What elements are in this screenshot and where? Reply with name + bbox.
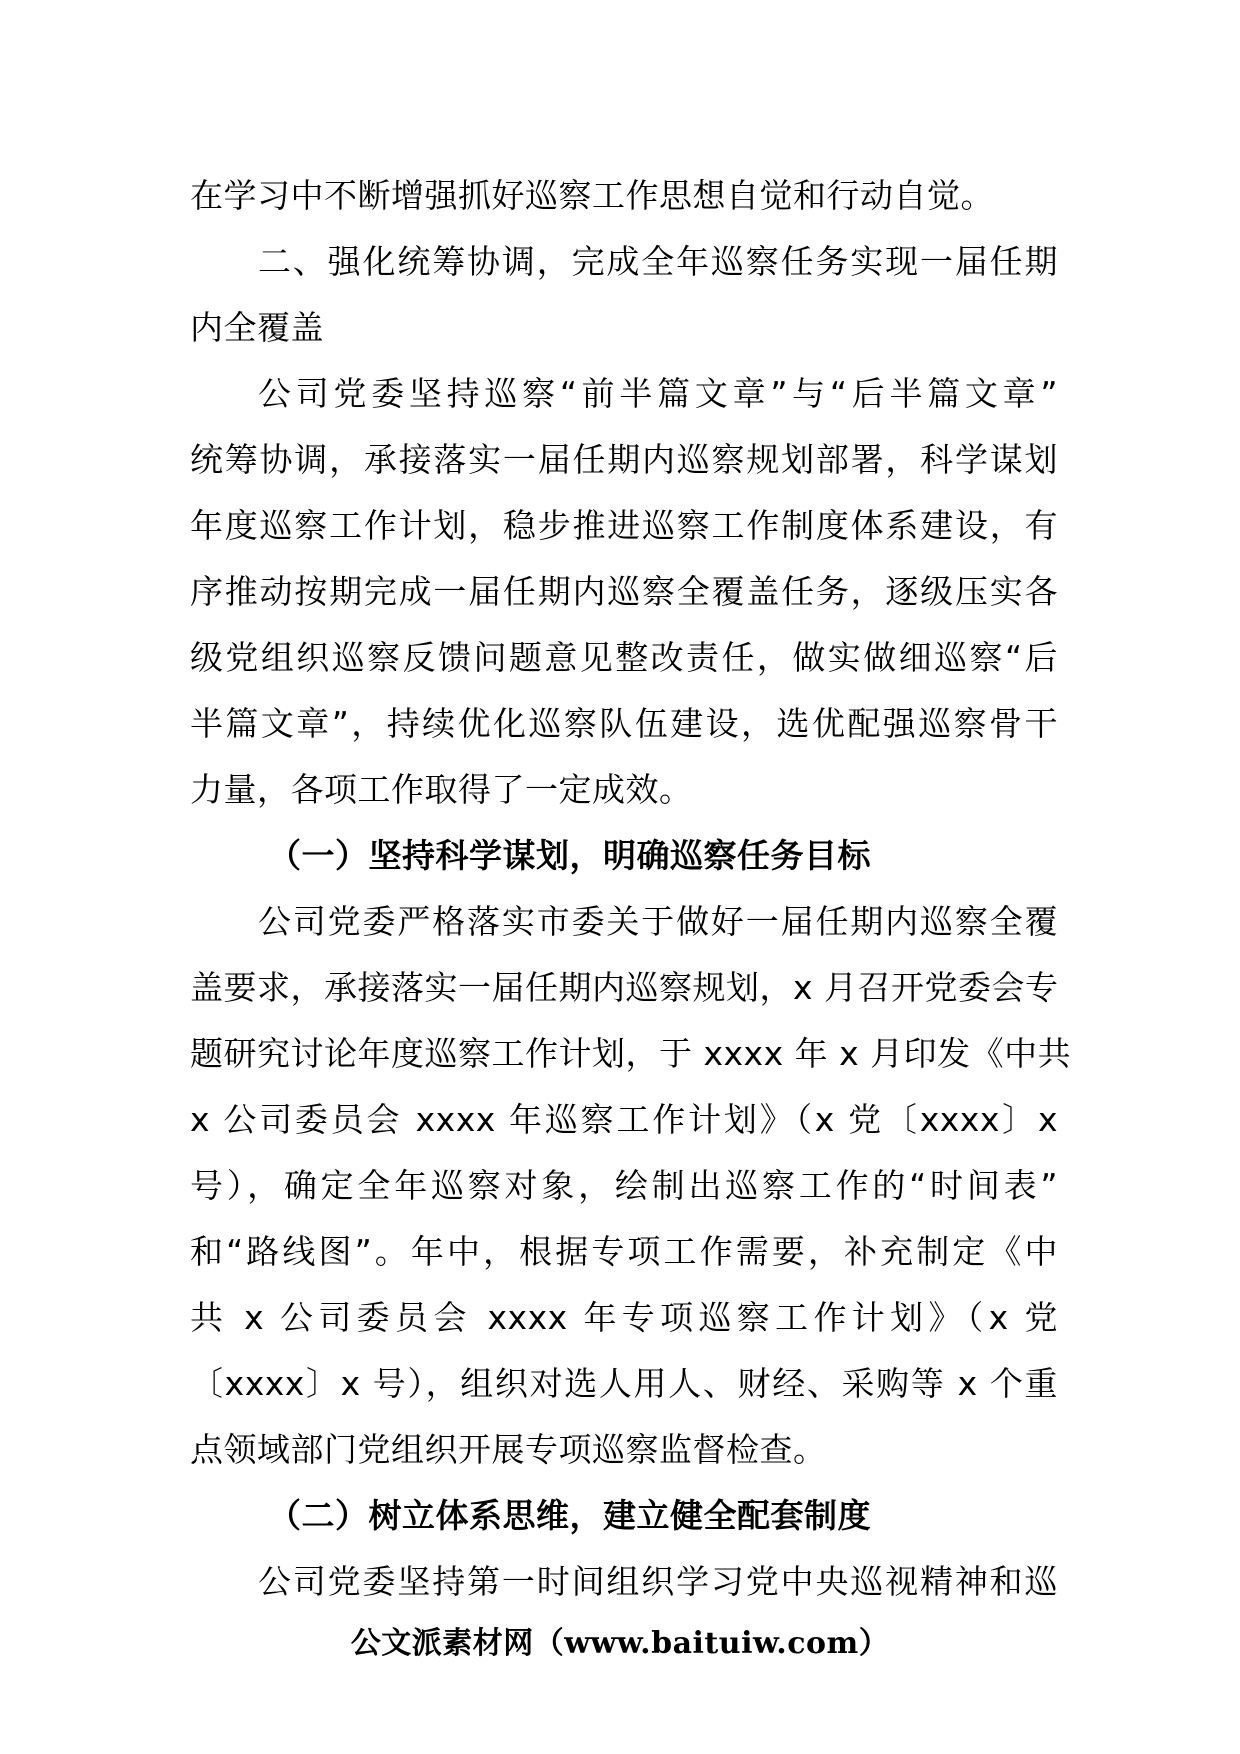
body-text-line: 级党组织巡察反馈问题意见整改责任，做实做细巡察“后	[190, 638, 1058, 677]
body-text-line: 号），确定全年巡察对象，绘制出巡察工作的“时间表”	[190, 1166, 1058, 1205]
body-text-line: 共 x 公司委员会 xxxx 年专项巡察工作计划》（x 党	[190, 1298, 1058, 1337]
body-text-line: 公司党委坚持第一时间组织学习党中央巡视精神和巡	[258, 1562, 1058, 1601]
body-text-line: 盖要求，承接落实一届任期内巡察规划，x 月召开党委会专	[190, 968, 1059, 1007]
body-text-line: 半篇文章”，持续优化巡察队伍建设，选优配强巡察骨干	[190, 704, 1058, 743]
body-text-line: 力量，各项工作取得了一定成效。	[190, 770, 693, 809]
body-text-line: x 公司委员会 xxxx 年巡察工作计划》（x 党〔xxxx〕x	[190, 1100, 1059, 1139]
section-subheading: （二）树立体系思维，建立健全配套制度	[268, 1496, 871, 1535]
body-text-line: 〔xxxx〕x 号），组织对选人用人、财经、采购等 x 个重	[190, 1364, 1058, 1403]
body-text-line: 在学习中不断增强抓好巡察工作思想自觉和行动自觉。	[190, 176, 994, 215]
body-text-line: 公司党委严格落实市委关于做好一届任期内巡察全覆	[258, 902, 1058, 941]
body-text-line: 题研究讨论年度巡察工作计划，于 xxxx 年 x 月印发《中共	[190, 1034, 1072, 1073]
body-text-line: 年度巡察工作计划，稳步推进巡察工作制度体系建设，有	[190, 506, 1058, 545]
body-text-line: 公司党委坚持巡察“前半篇文章”与“后半篇文章”	[258, 374, 1058, 413]
footer-watermark: 公文派素材网（www.baituiw.com）	[350, 1626, 890, 1661]
body-text-line: 内全覆盖	[190, 308, 324, 347]
body-text-line: 点领域部门党组织开展专项巡察监督检查。	[190, 1430, 827, 1469]
body-text-line: 二、强化统筹协调，完成全年巡察任务实现一届任期	[258, 242, 1058, 281]
body-text-line: 序推动按期完成一届任期内巡察全覆盖任务，逐级压实各	[190, 572, 1058, 611]
body-text-line: 和“路线图”。年中，根据专项工作需要，补充制定《中	[190, 1232, 1058, 1271]
document-body	[190, 163, 1072, 1615]
body-text-line: 统筹协调，承接落实一届任期内巡察规划部署，科学谋划	[190, 440, 1058, 479]
section-subheading: （一）坚持科学谋划，明确巡察任务目标	[268, 836, 871, 875]
